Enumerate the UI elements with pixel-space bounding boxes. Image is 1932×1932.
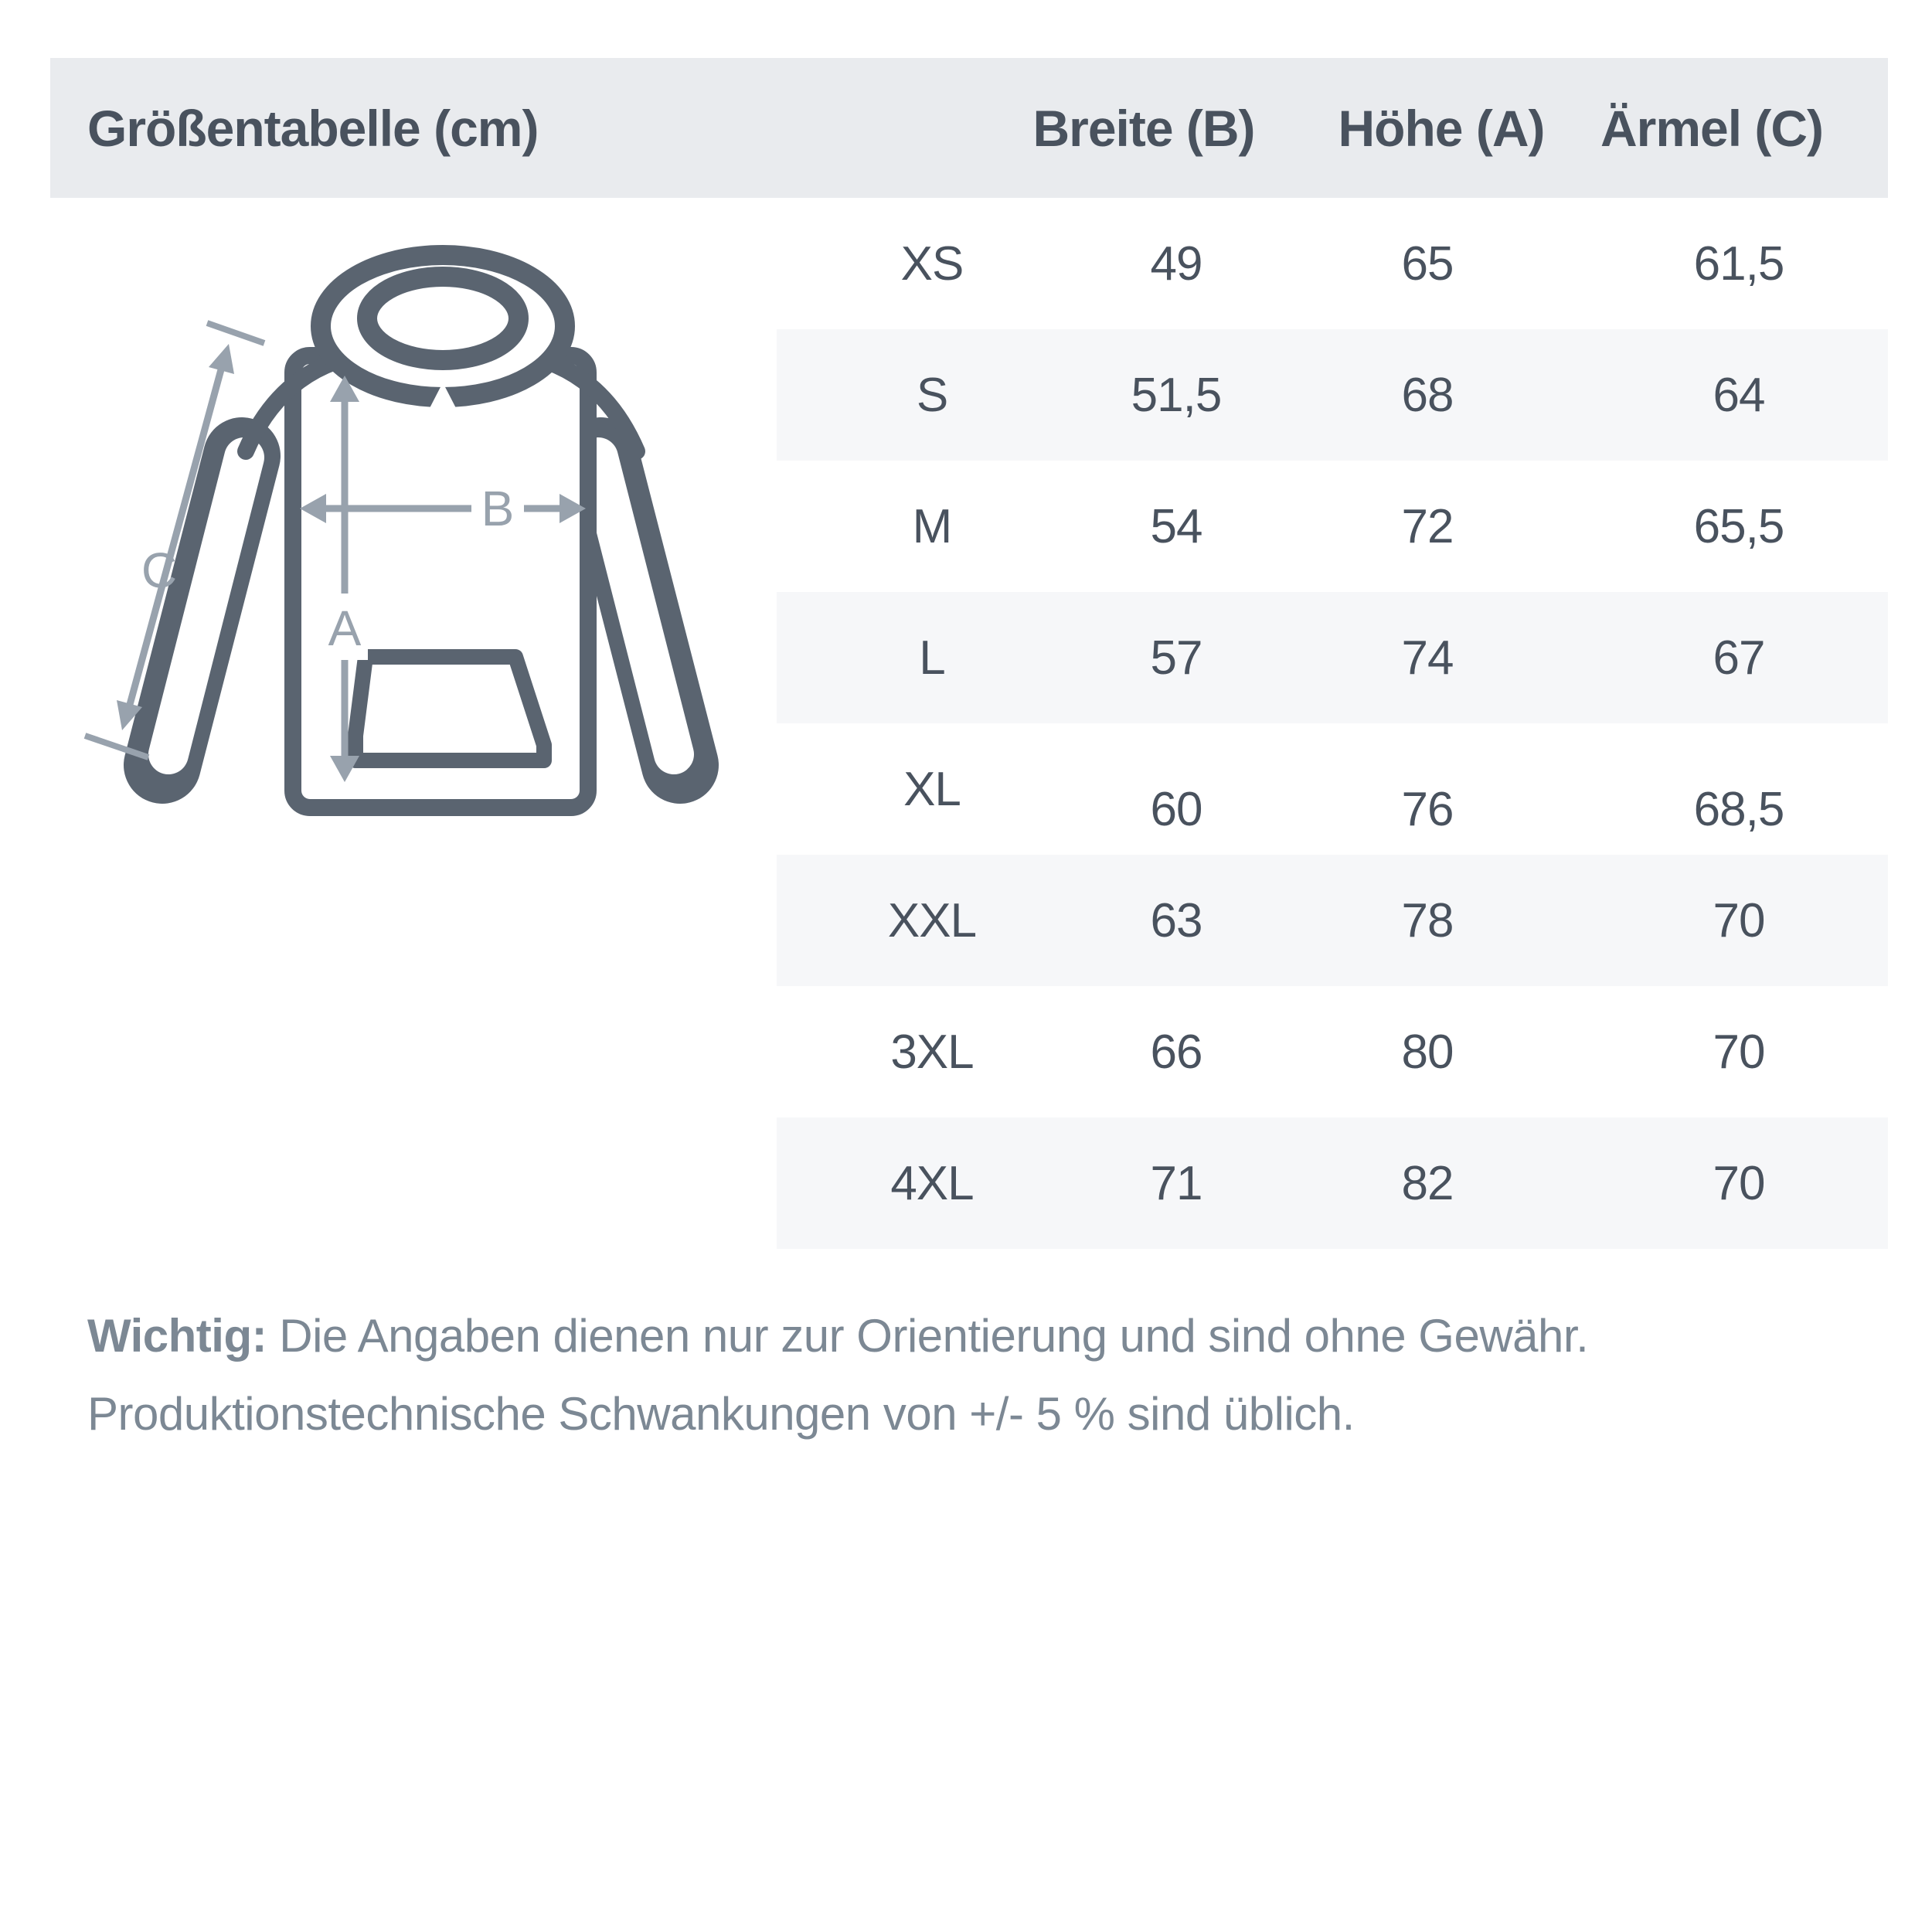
- aermel-value: 70: [1713, 893, 1765, 947]
- kangaroo-pocket: [355, 657, 544, 760]
- breite-value: 49: [1150, 236, 1202, 291]
- page-title: Größentabelle (cm): [87, 99, 539, 157]
- disclaimer-line-1: Wichtig: Die Angaben dienen nur zur Orientierung und sind ohne Gewähr.: [87, 1310, 1589, 1362]
- width-label: B: [481, 481, 515, 536]
- disclaimer-line-2: Produktionstechnische Schwankungen von +/- 5 % sind üblich.: [87, 1388, 1355, 1440]
- hoehe-value: 78: [1401, 893, 1454, 947]
- size-label: XXL: [887, 893, 977, 947]
- aermel-value: 70: [1713, 1156, 1765, 1210]
- height-label: A: [328, 600, 362, 656]
- size-row-xxl: [777, 855, 1888, 986]
- aermel-value: 61,5: [1693, 236, 1784, 291]
- breite-value: 71: [1150, 1156, 1202, 1210]
- hoehe-value: 76: [1401, 782, 1454, 836]
- hoehe-value: 82: [1401, 1156, 1454, 1210]
- breite-value: 54: [1150, 499, 1202, 553]
- size-chart-header: [50, 58, 1888, 198]
- size-row-xs: [777, 198, 1888, 329]
- aermel-value: 68,5: [1693, 782, 1784, 836]
- sleeve-label: C: [141, 543, 178, 598]
- breite-value: 51,5: [1131, 368, 1222, 422]
- size-row-4xl: [777, 1117, 1888, 1249]
- size-table: [777, 198, 1888, 1249]
- hoehe-value: 72: [1401, 499, 1454, 553]
- disclaimer-note: [87, 1297, 1880, 1453]
- size-label: M: [912, 499, 952, 553]
- aermel-value: 64: [1713, 368, 1765, 422]
- size-label: 4XL: [890, 1156, 974, 1210]
- aermel-value: 67: [1713, 631, 1765, 685]
- hoehe-value: 68: [1401, 368, 1454, 422]
- sleeve-arrow-up: [209, 344, 234, 374]
- column-header-hoehe: Höhe (A): [1338, 99, 1545, 157]
- size-row-xl: [777, 723, 1888, 855]
- size-label: S: [916, 368, 948, 422]
- breite-value: 66: [1150, 1025, 1202, 1079]
- column-header-aermel: Ärmel (C): [1600, 99, 1824, 157]
- hoodie-diagram-icon: [54, 224, 788, 866]
- sleeve-tick-top: [207, 323, 264, 343]
- aermel-value: 65,5: [1693, 499, 1784, 553]
- hoehe-value: 65: [1401, 236, 1454, 291]
- breite-value: 63: [1150, 893, 1202, 947]
- hood-inner-ring: [367, 277, 519, 360]
- breite-value: 60: [1150, 782, 1202, 836]
- size-label: 3XL: [890, 1025, 974, 1079]
- size-row-3xl: [777, 986, 1888, 1117]
- hoehe-value: 80: [1401, 1025, 1454, 1079]
- hoehe-value: 74: [1401, 631, 1454, 685]
- aermel-value: 70: [1713, 1025, 1765, 1079]
- size-label: XL: [903, 762, 961, 816]
- disclaimer-lead: Wichtig:: [87, 1310, 267, 1362]
- size-label: L: [919, 631, 945, 685]
- size-row-s: [777, 329, 1888, 461]
- size-label: XS: [900, 236, 964, 291]
- size-row-m: [777, 461, 1888, 592]
- size-row-l: [777, 592, 1888, 723]
- breite-value: 57: [1150, 631, 1202, 685]
- column-header-breite: Breite (B): [1032, 99, 1255, 157]
